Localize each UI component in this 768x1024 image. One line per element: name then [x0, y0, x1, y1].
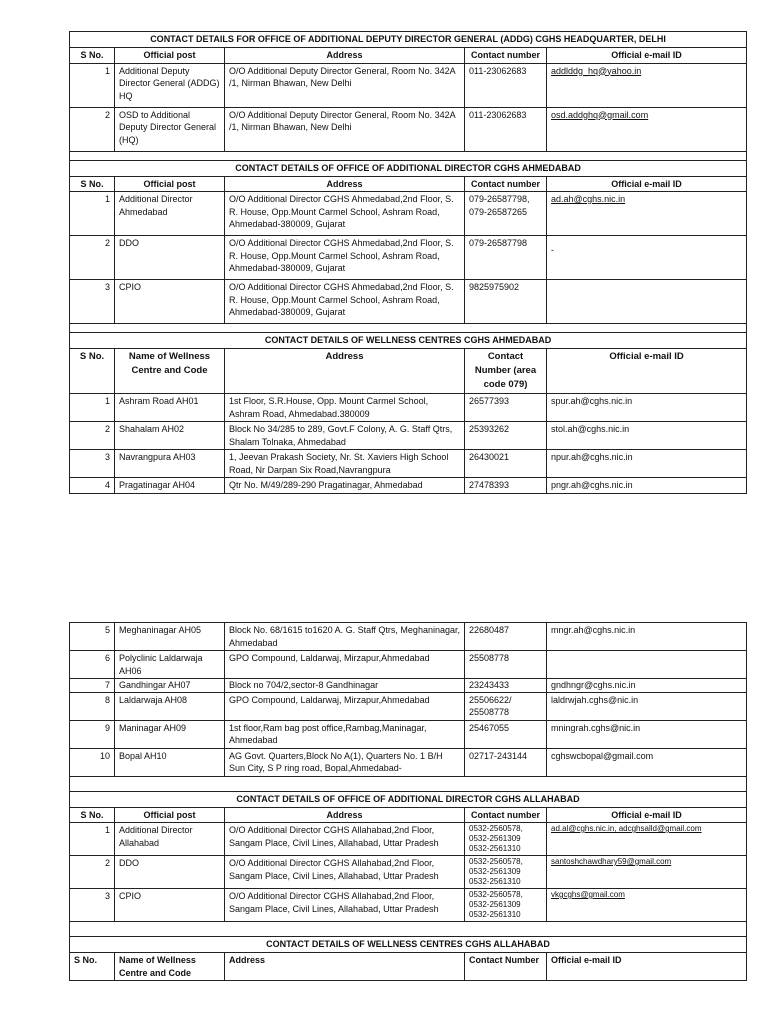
table-row: 1 Additional Director Allahabad O/O Additional Director CGHS Allahabad,2nd Floor, Sangam Place, Civil Lines, Allahabad, Uttar Pradesh 0532-2560578, 0532-2561309 0532-2561310 ad.al@cghs.nic.in, adcghsalld@gmail.com — [70, 823, 747, 856]
email-text[interactable]: pngr.ah@cghs.nic.in — [547, 478, 747, 494]
divider — [70, 324, 747, 333]
table-header: S No. Name of Wellness Centre and Code Address Contact Number (area code 079) Official e-mail ID — [70, 349, 747, 394]
divider — [70, 776, 747, 791]
table-row: 3 CPIO O/O Additional Director CGHS Allahabad,2nd Floor, Sangam Place, Civil Lines, Allahabad, Uttar Pradesh 0532-2560578, 0532-2561309 0532-2561310 vkgcghs@gmail.com — [70, 889, 747, 922]
email-link[interactable]: addlddg_hq@yahoo.in — [547, 63, 747, 107]
section-title: CONTACT DETAILS OF OFFICE OF ADDITIONAL DIRECTOR CGHS ALLAHABAD — [70, 791, 747, 807]
table-row: 2 OSD to Additional Deputy Director General (HQ) O/O Additional Deputy Director General, Room No. 342A /1, Nirman Bhawan, New Delhi 011-23062683 osd.addghq@gmail.com — [70, 107, 747, 151]
table-row: 3 CPIO O/O Additional Director CGHS Ahmedabad,2nd Floor, S. R. House, Opp.Mount Carmel School, Ashram Road, Ahmedabad-380009, Gujarat 9825975902 — [70, 280, 747, 324]
addg-delhi-table — [69, 31, 747, 494]
table-row: 9 Maninagar AH09 1st floor,Ram bag post office,Rambag,Maninagar, Ahmedabad 25467055 mningrah.cghs@nic.in — [70, 720, 747, 748]
table-row: 2 Shahalam AH02 Block No 34/285 to 289, Govt.F Colony, A. G. Staff Qtrs, Shalam Tolnaka, Ahmedabad 25393262 stol.ah@cghs.nic.in — [70, 422, 747, 450]
table-row: 1 Additional Director Ahmedabad O/O Additional Director CGHS Ahmedabad,2nd Floor, S. R. House, Opp.Mount Carmel School, Ashram Road, Ahmedabad-380009, Gujarat 079-26587798, 079-26587265 ad.ah@cghs.nic.in — [70, 192, 747, 236]
table-row: 8 Laldarwaja AH08 GPO Compound, Laldarwaj, Mirzapur,Ahmedabad 25506622/ 25508778 laldrwjah.cghs@nic.in — [70, 692, 747, 720]
section-title: CONTACT DETAILS OF WELLNESS CENTRES CGHS AHMEDABAD — [70, 333, 747, 349]
divider — [70, 151, 747, 160]
email-link[interactable]: ad.ah@cghs.nic.in — [547, 192, 747, 236]
email-text[interactable]: cghswcbopal@gmail.com — [547, 748, 747, 776]
email-text[interactable]: mngr.ah@cghs.nic.in — [547, 623, 747, 651]
wellness-ahmedabad-continued-table — [69, 622, 747, 981]
table-header: S No. Official post Address Contact number Official e-mail ID — [70, 807, 747, 823]
email-link[interactable]: vkgcghs@gmail.com — [547, 889, 747, 922]
table-row: 7 Gandhingar AH07 Block no 704/2,sector-8 Gandhinagar 23243433 gndhngr@cghs.nic.in — [70, 679, 747, 693]
email-link[interactable]: ad.al@cghs.nic.in, adcghsalld@gmail.com — [547, 823, 747, 856]
divider — [70, 922, 747, 937]
table-row: 2 DDO O/O Additional Director CGHS Allahabad,2nd Floor, Sangam Place, Civil Lines, Allahabad, Uttar Pradesh 0532-2560578, 0532-2561309 0532-2561310 santoshchawdhary59@gmail.com — [70, 856, 747, 889]
section-title: CONTACT DETAILS OF OFFICE OF ADDITIONAL DIRECTOR CGHS AHMEDABAD — [70, 160, 747, 176]
email-text[interactable]: stol.ah@cghs.nic.in — [547, 422, 747, 450]
table-header: S No. Official post Address Contact number Official e-mail ID — [70, 48, 747, 64]
email-text[interactable]: mningrah.cghs@nic.in — [547, 720, 747, 748]
table-row: 10 Bopal AH10 AG Govt. Quarters,Block No A(1), Quarters No. 1 B/H Sun City, S P ring road, Bopal,Ahmedabad- 02717-243144 cghswcbopal@gmail.com — [70, 748, 747, 776]
section-title: CONTACT DETAILS FOR OFFICE OF ADDITIONAL DEPUTY DIRECTOR GENERAL (ADDG) CGHS HEADQUARTER, DELHI — [70, 32, 747, 48]
table-row: 5 Meghaninagar AH05 Block No. 68/1615 to1620 A. G. Staff Qtrs, Meghaninagar, Ahmedabad 22680487 mngr.ah@cghs.nic.in — [70, 623, 747, 651]
email-text[interactable]: laldrwjah.cghs@nic.in — [547, 692, 747, 720]
table-row: 3 Navrangpura AH03 1, Jeevan Prakash Society, Nr. St. Xaviers High School Road, Nr Darpan Six Road,Navrangpura 26430021 npur.ah@cghs.nic.in — [70, 450, 747, 478]
section-title: CONTACT DETAILS OF WELLNESS CENTRES CGHS ALLAHABAD — [70, 937, 747, 953]
table-header: S No. Official post Address Contact number Official e-mail ID — [70, 176, 747, 192]
table-row: 1 Ashram Road AH01 1st Floor, S.R.House, Opp. Mount Carmel School, Ashram Road, Ahmedabad.380009 26577393 spur.ah@cghs.nic.in — [70, 394, 747, 422]
table-row: 2 DDO O/O Additional Director CGHS Ahmedabad,2nd Floor, S. R. House, Opp.Mount Carmel School, Ashram Road, Ahmedabad-380009, Gujarat 079-26587798 - — [70, 236, 747, 280]
table-header: S No. Name of Wellness Centre and Code Address Contact Number Official e-mail ID — [70, 953, 747, 981]
email-text[interactable]: npur.ah@cghs.nic.in — [547, 450, 747, 478]
page-2 — [69, 622, 746, 981]
table-row: 6 Polyclinic Laldarwaja AH06 GPO Compound, Laldarwaj, Mirzapur,Ahmedabad 25508778 — [70, 651, 747, 679]
table-row: 1 Additional Deputy Director General (ADDG) HQ O/O Additional Deputy Director General, Room No. 342A /1, Nirman Bhawan, New Delhi 011-23062683 addlddg_hq@yahoo.in — [70, 63, 747, 107]
email-link[interactable]: osd.addghq@gmail.com — [547, 107, 747, 151]
email-text[interactable]: gndhngr@cghs.nic.in — [547, 679, 747, 693]
email-text[interactable]: spur.ah@cghs.nic.in — [547, 394, 747, 422]
page-1 — [69, 31, 746, 494]
email-link[interactable]: santoshchawdhary59@gmail.com — [547, 856, 747, 889]
table-row: 4 Pragatinagar AH04 Qtr No. M/49/289-290 Pragatinagar, Ahmedabad 27478393 pngr.ah@cghs.nic.in — [70, 478, 747, 494]
